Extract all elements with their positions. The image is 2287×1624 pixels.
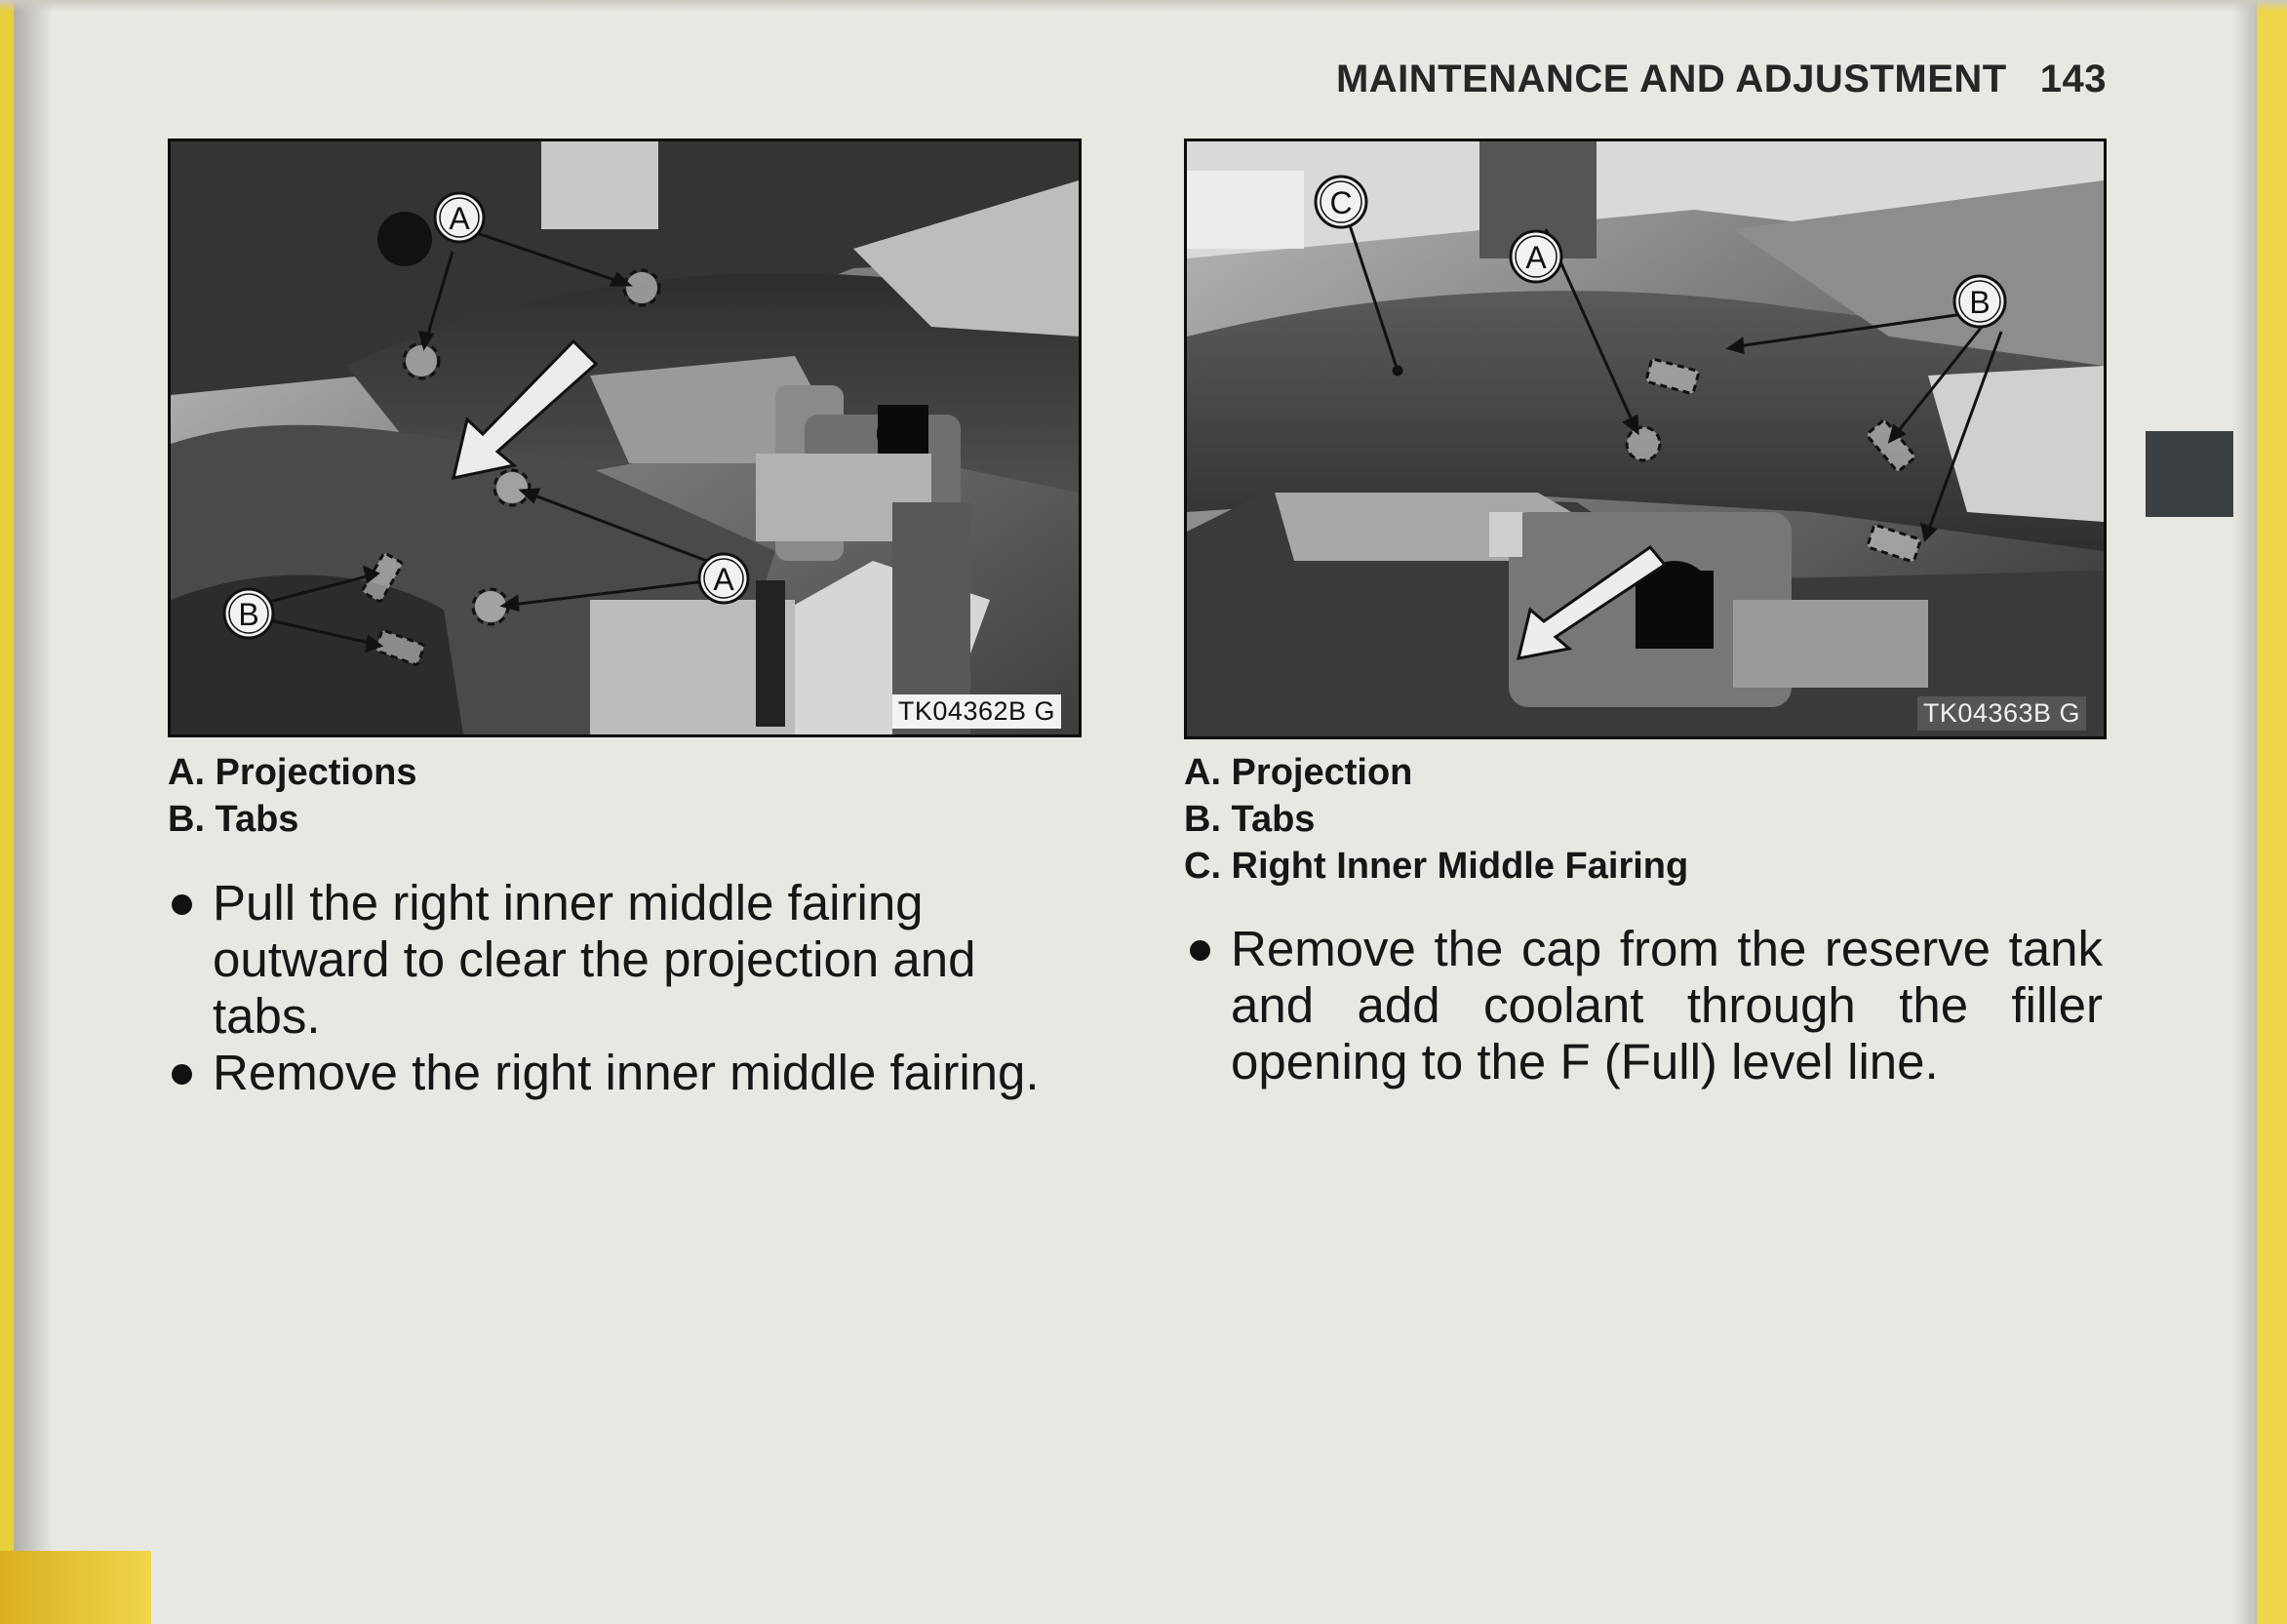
legend-item: B. Tabs — [168, 799, 299, 840]
callout-label-a-lower: A — [713, 562, 734, 597]
figure-right-fairing-tabs — [1184, 139, 2107, 739]
page-number: 143 — [2039, 57, 2107, 100]
scan-edge — [0, 0, 2287, 12]
figure-right-illustration — [1187, 141, 2104, 736]
callout-label-a-top: A — [449, 201, 470, 236]
figure-right-legend — [1184, 749, 1688, 890]
section-thumb-tab — [2146, 431, 2233, 517]
legend-item: A. Projection — [1184, 752, 1413, 793]
left-procedure-steps — [168, 875, 1080, 1101]
procedure-step: Remove the right inner middle fairing. — [168, 1045, 1080, 1101]
figure-code: TK04362B G — [892, 694, 1061, 729]
procedure-step: Remove the cap from the reserve tank and add coolant through the filler opening to the F (Full) level line. — [1186, 921, 2103, 1090]
legend-item: B. Tabs — [1184, 799, 1316, 840]
callout-label-a: A — [1525, 240, 1547, 275]
page-edge-right — [2257, 0, 2287, 1624]
page-edge-left — [0, 0, 14, 1624]
figure-left-illustration — [171, 141, 1079, 734]
legend-item: A. Projections — [168, 752, 417, 793]
callout-label-c: C — [1329, 185, 1353, 220]
legend-item: C. Right Inner Middle Fairing — [1184, 846, 1689, 887]
binding-shadow — [14, 0, 53, 1624]
callout-label-b: B — [1969, 285, 1991, 320]
figure-left-fairing-projections — [168, 139, 1082, 737]
figure-code: TK04363B G — [1917, 696, 2086, 731]
right-procedure-steps — [1186, 921, 2103, 1090]
running-header — [1264, 55, 2107, 103]
procedure-step: Pull the right inner middle fairing outward to clear the projection and tabs. — [168, 875, 1080, 1045]
section-title: MAINTENANCE AND ADJUSTMENT — [1335, 57, 2007, 100]
page-edge-shadow — [2233, 0, 2257, 1624]
page-corner — [0, 1551, 151, 1624]
figure-left-legend — [168, 749, 417, 843]
callout-label-b: B — [238, 597, 259, 632]
